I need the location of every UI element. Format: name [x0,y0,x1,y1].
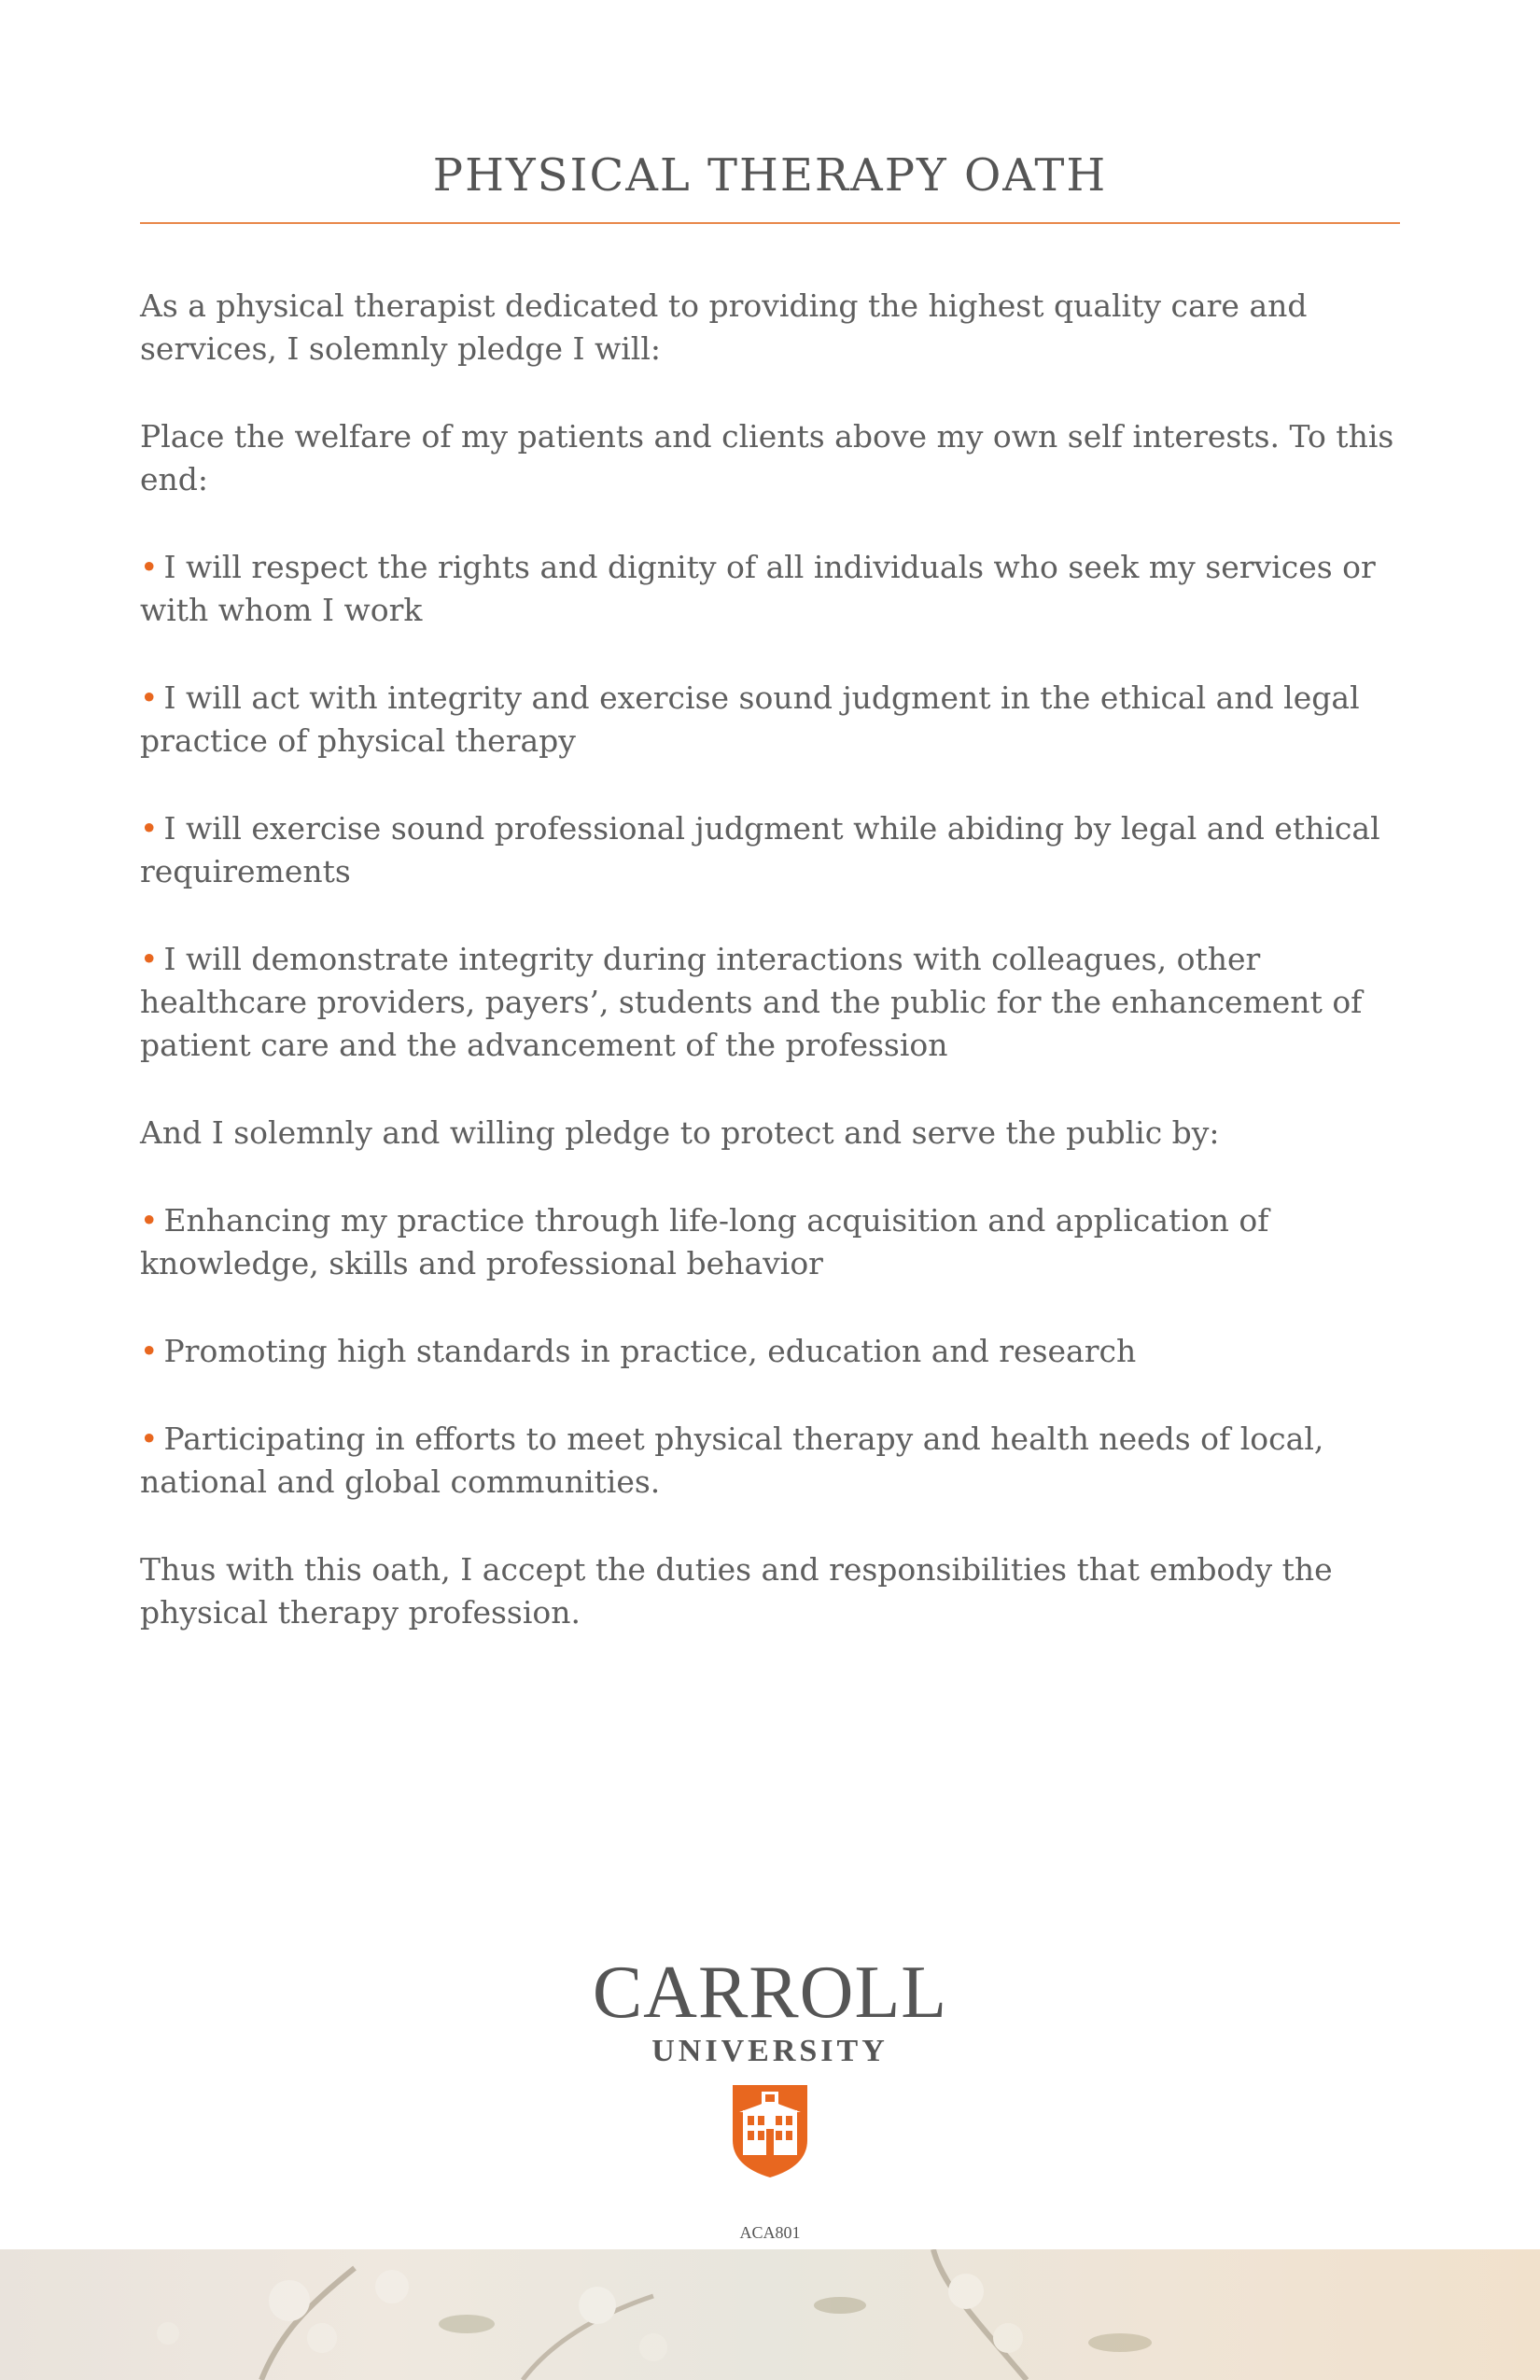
bullet-text: I will respect the rights and dignity of all individuals who seek my services or with whom I work [140,549,1376,628]
building-crest-icon [730,2082,810,2183]
intro-paragraph: As a physical therapist dedicated to providing the highest quality care and services, I solemnly pledge I will: [140,287,1308,367]
bullet-text: Promoting high standards in practice, education and research [163,1333,1137,1369]
bullet-text: Enhancing my practice through life-long acquisition and application of knowledge, skills and professional behavior [140,1202,1269,1281]
title-divider [140,222,1400,224]
bullet-dot-icon: • [140,679,159,716]
bullet-text: I will act with integrity and exercise sound judgment in the ethical and legal practice of physical therapy [140,679,1360,759]
bullet-item [140,1199,1400,1285]
oath-body [140,285,1400,1679]
logo-subtitle: UNIVERSITY [651,2034,889,2068]
welfare-paragraph: Place the welfare of my patients and clients above my own self interests. To this end: [140,418,1394,497]
bullet-item [140,1418,1400,1504]
bullet-dot-icon: • [140,549,159,585]
bullet-dot-icon: • [140,810,159,847]
bullet-text: I will exercise sound professional judgment while abiding by legal and ethical requirements [140,810,1380,889]
closing-paragraph: Thus with this oath, I accept the duties and responsibilities that embody the physical therapy profession. [140,1551,1333,1631]
bullet-item [140,546,1400,632]
bullet-item [140,938,1400,1067]
bullet-item [140,677,1400,763]
bullet-dot-icon: • [140,1202,159,1239]
bullet-dot-icon: • [140,1421,159,1457]
bullet-text: I will demonstrate integrity during interactions with colleagues, other healthcare providers, payers’, students and the public for the enhancement of patient care and the advancement of the profession [140,941,1363,1063]
bullet-item [140,1330,1400,1373]
bullet-dot-icon: • [140,1333,159,1369]
document-code: ACA801 [739,2223,801,2242]
university-logo [0,1952,1540,2183]
footer-photo-strip [0,2249,1540,2380]
bullet-text: Participating in efforts to meet physical therapy and health needs of local, national and global communities. [140,1421,1324,1500]
page-title: PHYSICAL THERAPY OATH [432,149,1108,202]
bullet-item [140,807,1400,893]
pledge-paragraph: And I solemnly and willing pledge to protect and serve the public by: [140,1114,1220,1151]
bullet-dot-icon: • [140,941,159,977]
logo-wordmark: CARROLL [592,1952,948,2034]
